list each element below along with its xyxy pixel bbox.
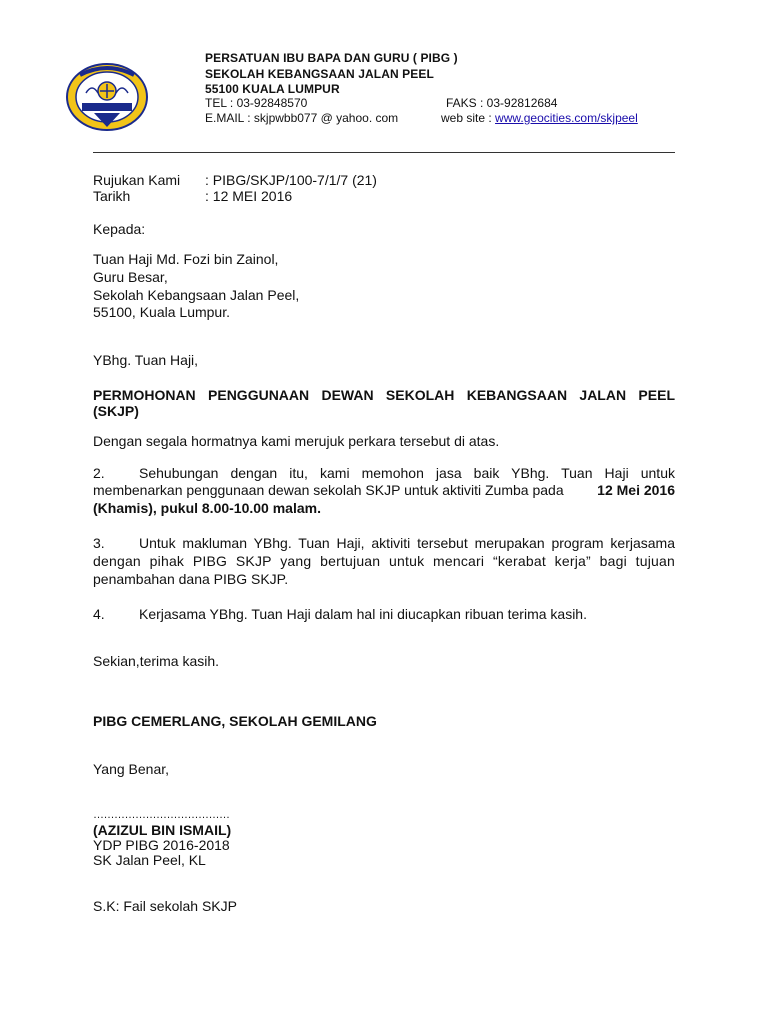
phone-number: TEL : 03-92848570 [205,96,308,110]
motto: PIBG CEMERLANG, SEKOLAH GEMILANG [93,713,377,729]
paragraph-3-line-1: Untuk makluman YBhg. Tuan Haji, aktiviti tersebut merupakan program kerjasama [139,535,675,551]
org-name: PERSATUAN IBU BAPA DAN GURU ( PIBG ) [205,51,458,65]
fax-number: FAKS : 03-92812684 [446,96,558,110]
paragraph-2-number: 2. [93,465,105,481]
paragraph-2-line-3: (Khamis), pukul 8.00-10.00 malam. [93,500,321,516]
paragraph-4-text: Kerjasama YBhg. Tuan Haji dalam hal ini diucapkan ribuan terima kasih. [139,606,587,622]
paragraph-4-number: 4. [93,606,105,622]
recipient-line: 55100, Kuala Lumpur. [93,304,230,320]
rujukan-label: Rujukan Kami [93,172,181,188]
signatory-title: YDP PIBG 2016-2018 [93,837,230,853]
paragraph-3-number: 3. [93,535,105,551]
recipient-line: Tuan Haji Md. Fozi bin Zainol, [93,251,279,267]
school-name: SEKOLAH KEBANGSAAN JALAN PEEL [205,67,434,81]
school-address: 55100 KUALA LUMPUR [205,82,340,96]
yang-benar: Yang Benar, [93,761,170,777]
rujukan-value: : PIBG/SKJP/100-7/1/7 (21) [205,172,377,188]
school-crest-logo [66,63,148,131]
subject-line-2: (SKJP) [93,403,139,419]
website-label: web site : [441,111,492,125]
paragraph-3-line-3: penambahan dana PIBG SKJP. [93,571,289,587]
kepada-label: Kepada: [93,221,146,237]
email-address: E.MAIL : skjpwbb077 @ yahoo. com [205,111,399,125]
subject-line: PERMOHONAN PENGGUNAAN DEWAN SEKOLAH KEBANGSAAN JALAN PEEL [93,387,675,403]
paragraph-2-text: membenarkan penggunaan dewan sekolah SKJP untuk aktiviti Zumba pada [93,482,564,498]
sk-copy-line: S.K: Fail sekolah SKJP [93,898,237,914]
signature-line: ………………………………… [93,809,230,821]
website-link[interactable]: www.geocities.com/skjpeel [495,111,638,125]
tarikh-value: : 12 MEI 2016 [205,188,293,204]
header-divider [93,152,675,153]
website [441,111,638,125]
salutation: YBhg. Tuan Haji, [93,352,199,368]
signatory-name: (AZIZUL BIN ISMAIL) [93,822,232,838]
closing-sekian: Sekian,terima kasih. [93,653,220,669]
paragraph-3-line-2: dengan pihak PIBG SKJP yang bertujuan untuk mencari “kerabat kerja” bagi tujuan [93,553,675,569]
tarikh-label: Tarikh [93,188,131,204]
recipient-line: Sekolah Kebangsaan Jalan Peel, [93,287,300,303]
signatory-org: SK Jalan Peel, KL [93,852,206,868]
paragraph-2-line-2 [93,482,675,499]
paragraph-2-date: 12 Mei 2016 [597,482,675,498]
paragraph-1: Dengan segala hormatnya kami merujuk perkara tersebut di atas. [93,433,500,449]
recipient-line: Guru Besar, [93,269,168,285]
paragraph-2-line-1: Sehubungan dengan itu, kami memohon jasa baik YBhg. Tuan Haji untuk [139,465,675,481]
